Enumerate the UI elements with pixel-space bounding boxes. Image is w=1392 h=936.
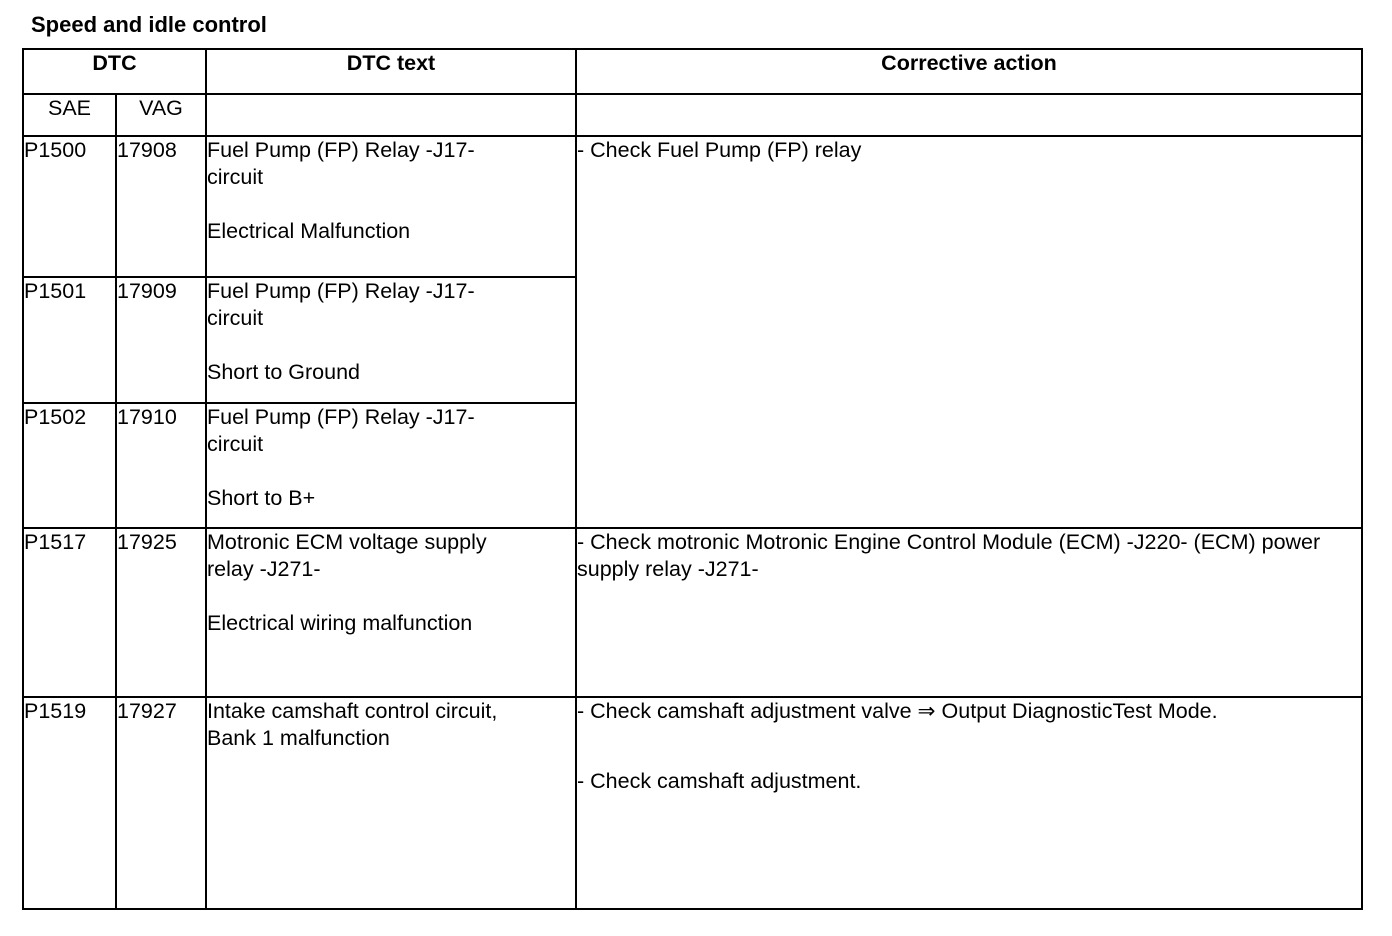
dtc-text-cell — [206, 136, 576, 277]
header-dtc: DTC — [23, 49, 206, 94]
vag-code: 17925 — [116, 528, 206, 697]
dtc-text-main: Fuel Pump (FP) Relay -J17- circuit — [207, 138, 475, 189]
header-dtc-text: DTC text — [206, 49, 576, 94]
dtc-text-detail: Electrical Malfunction — [207, 219, 411, 243]
sae-code: P1501 — [23, 277, 116, 403]
sae-code: P1517 — [23, 528, 116, 697]
corrective-action-cell — [576, 136, 1362, 528]
header-row — [23, 49, 1362, 94]
dtc-text-detail: Electrical wiring malfunction — [207, 611, 473, 635]
sae-code: P1519 — [23, 697, 116, 909]
vag-code: 17910 — [116, 403, 206, 528]
table-row — [23, 697, 1362, 909]
dtc-text-main: Motronic ECM voltage supply relay -J271- — [207, 530, 487, 581]
action-text: - Check camshaft adjustment valve ⇒ Output DiagnosticTest Mode. — [577, 699, 1218, 723]
action-text: - Check camshaft adjustment. — [577, 769, 862, 793]
sae-code: P1502 — [23, 403, 116, 528]
subheader-sae: SAE — [23, 94, 116, 136]
dtc-text-main: Intake camshaft control circuit, Bank 1 malfunction — [207, 699, 498, 750]
dtc-text-cell — [206, 697, 576, 909]
sae-code: P1500 — [23, 136, 116, 277]
subheader-vag: VAG — [116, 94, 206, 136]
dtc-text-detail: Short to Ground — [207, 360, 360, 384]
subheader-empty-action — [576, 94, 1362, 136]
action-text: - Check motronic Motronic Engine Control Module (ECM) -J220- (ECM) power supply relay -J271- — [577, 530, 1321, 581]
page-title: Speed and idle control — [31, 12, 267, 37]
action-text: - Check Fuel Pump (FP) relay — [577, 138, 862, 162]
dtc-text-main: Fuel Pump (FP) Relay -J17- circuit — [207, 405, 475, 456]
vag-code: 17909 — [116, 277, 206, 403]
dtc-text-cell — [206, 277, 576, 403]
vag-code: 17908 — [116, 136, 206, 277]
dtc-text-cell — [206, 403, 576, 528]
dtc-table — [22, 48, 1363, 910]
dtc-text-cell — [206, 528, 576, 697]
table-row — [23, 136, 1362, 277]
corrective-action-cell — [576, 697, 1362, 909]
dtc-text-detail: Short to B+ — [207, 486, 316, 510]
table-row — [23, 528, 1362, 697]
header-corrective-action: Corrective action — [576, 49, 1362, 94]
subheader-empty-text — [206, 94, 576, 136]
subheader-row — [23, 94, 1362, 136]
corrective-action-cell — [576, 528, 1362, 697]
vag-code: 17927 — [116, 697, 206, 909]
dtc-text-main: Fuel Pump (FP) Relay -J17- circuit — [207, 279, 475, 330]
